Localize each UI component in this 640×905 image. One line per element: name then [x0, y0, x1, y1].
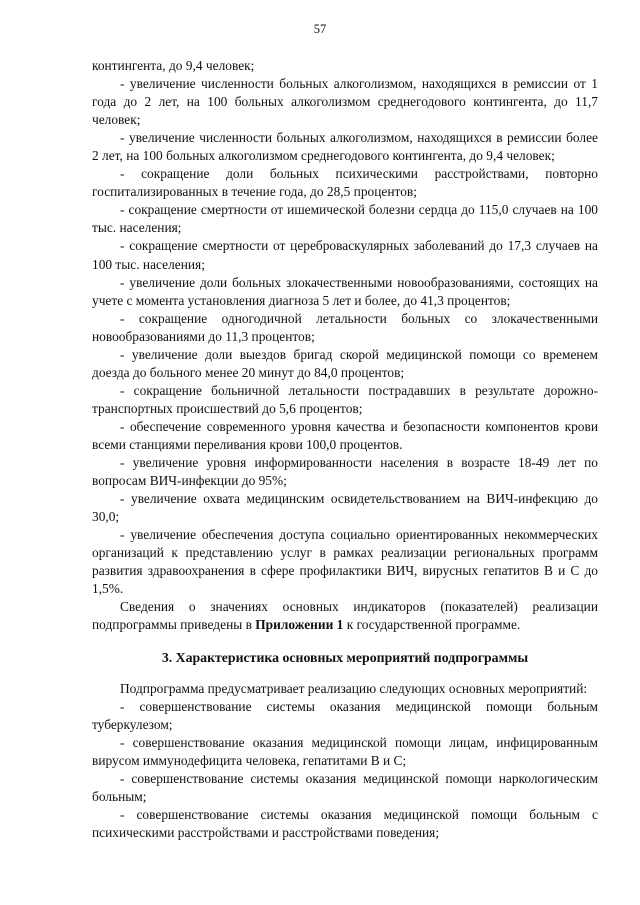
page-number: 57 — [313, 22, 327, 36]
list-item: - совершенствование системы оказания медицинской помощи больным туберкулезом; — [92, 698, 598, 732]
list-item: - сокращение одногодичной летальности больных со злокачественными новообразованиями до 11,3 процентов; — [92, 310, 598, 344]
list-item: - сокращение смертности от цереброваскулярных заболеваний до 17,3 случаев на 100 тыс. населения; — [92, 238, 598, 272]
indicators-text-end: к государственной программе. — [343, 617, 521, 633]
indicators-text: Сведения о значениях основных индикаторов (показателей) реализации подпрограммы приведены в — [92, 599, 598, 633]
paragraph: контингента, до 9,4 человек; — [92, 58, 255, 73]
list-item: - увеличение уровня информированности населения в возрасте 18-49 лет по вопросам ВИЧ-инфекции до 95%; — [92, 455, 598, 489]
list-item: - сокращение больничной летальности пострадавших в результате дорожно-транспортных происшествий до 5,6 процентов; — [92, 382, 598, 416]
list-item: - сокращение смертности от ишемической болезни сердца до 115,0 случаев на 100 тыс. населения; — [92, 202, 598, 236]
list-item: - увеличение доли выездов бригад скорой медицинской помощи со временем доезда до больного менее 20 минут до 84,0 процентов; — [92, 346, 598, 380]
section-heading: 3. Характеристика основных мероприятий подпрограммы — [161, 649, 529, 665]
list-item: - увеличение охвата медицинским освидетельствованием на ВИЧ-инфекцию до 30,0; — [92, 491, 598, 525]
paragraph: Подпрограмма предусматривает реализацию следующих основных мероприятий: — [120, 680, 588, 696]
list-item: - сокращение доли больных психическими расстройствами, повторно госпитализированных в течение года, до 28,5 процентов; — [92, 166, 598, 200]
appendix-reference: Приложении 1 — [255, 617, 344, 633]
list-item: - увеличение численности больных алкоголизмом, находящихся в ремиссии от 1 года до 2 лет, на 100 больных алкоголизмом среднегодового контингента, до 11,7 человек; — [92, 76, 598, 128]
body-text — [92, 57, 598, 842]
list-item: - обеспечение современного уровня качества и безопасности компонентов крови всеми станциями переливания крови 100,0 процентов. — [92, 418, 598, 452]
list-item: - совершенствование системы оказания медицинской помощи наркологическим больным; — [92, 770, 598, 804]
list-item: - совершенствование оказания медицинской помощи лицам, инфицированным вирусом иммунодефицита человека, гепатитами B и C; — [92, 734, 598, 768]
indicators-paragraph — [92, 598, 598, 634]
list-item: - увеличение численности больных алкоголизмом, находящихся в ремиссии более 2 лет, на 100 больных алкоголизмом среднегодового контингента, до 9,4 человек; — [92, 130, 598, 164]
list-item: - увеличение обеспечения доступа социально ориентированных некоммерческих организаций к представлению услуг в рамках реализации региональных программ развития здравоохранения в сфере профилактики ВИЧ, вирусных гепатитов B и C до 1,5%. — [92, 527, 598, 597]
list-item: - совершенствование системы оказания медицинской помощи больным с психическими расстройствами и расстройствами поведения; — [92, 806, 598, 840]
list-item: - увеличение доли больных злокачественными новообразованиями, состоящих на учете с момента установления диагноза 5 лет и более, до 41,3 процентов; — [92, 274, 598, 308]
